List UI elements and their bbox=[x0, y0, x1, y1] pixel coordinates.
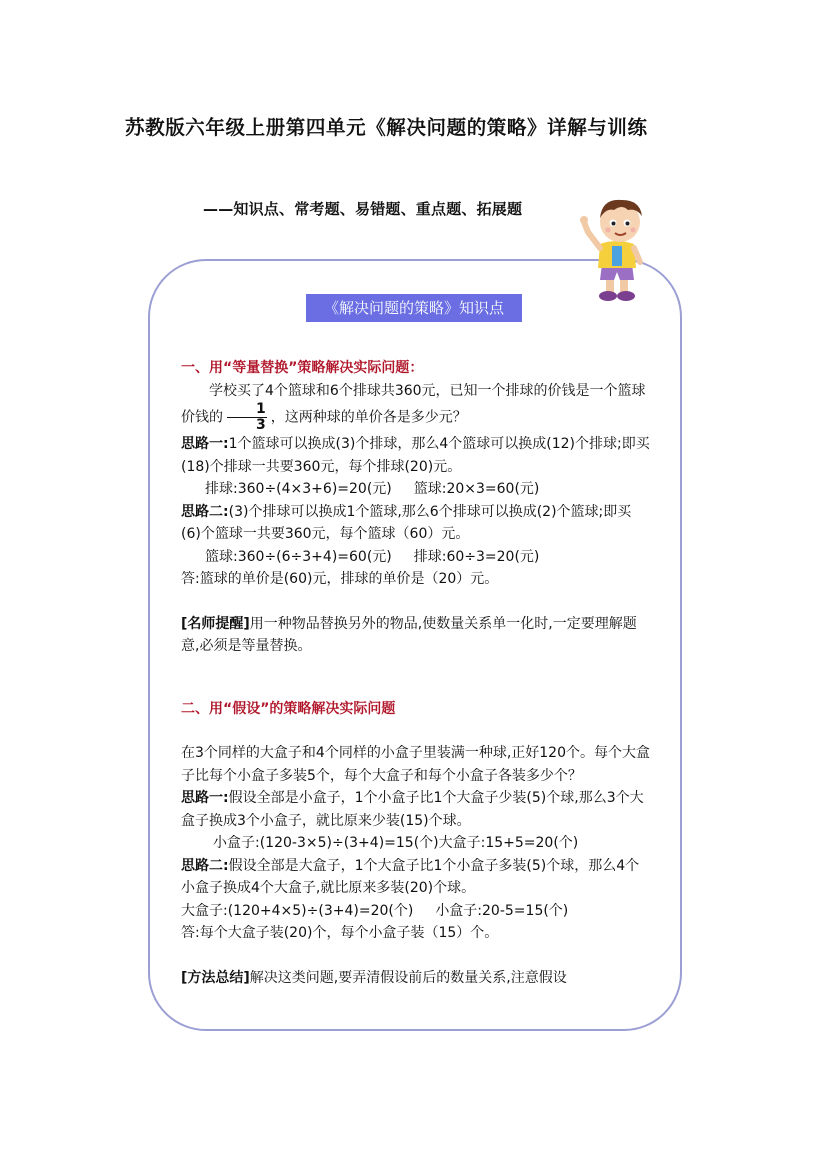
section1-question-part2: ，这两种球的单价各是多少元？ bbox=[270, 409, 467, 426]
box-title: 《解决问题的策略》知识点 bbox=[306, 294, 522, 322]
section1-idea1-text: 1个篮球可以换成(3)个排球，那么4个篮球可以换成(12)个排球;即买(18)个排球一共要360元，每个排球(20)元。 bbox=[181, 436, 650, 475]
section2-idea2-calc bbox=[181, 900, 651, 923]
section1-idea1-calc-a: 排球:360÷(4×3+6)=20(元) bbox=[205, 481, 392, 497]
document-subtitle: ——知识点、常考题、易错题、重点题、拓展题 bbox=[203, 200, 523, 218]
section1-question bbox=[181, 380, 651, 434]
section2-question: 在3个同样的大盒子和4个同样的小盒子里装满一种球,正好120个。每个大盒子比每个小盒子多装5个，每个大盒子和每个小盒子各装多少个？ bbox=[181, 745, 650, 784]
section1-idea2-text: (3)个排球可以换成1个篮球,那么6个排球可以换成(2)个篮球;即买(6)个篮球一共要360元，每个篮球（60）元。 bbox=[181, 503, 632, 542]
section2-summary bbox=[181, 967, 651, 990]
section1-idea1-calc bbox=[181, 478, 651, 501]
frame-content bbox=[181, 357, 651, 989]
section1-answer: 答:篮球的单价是(60)元，排球的单价是（20）元。 bbox=[181, 571, 499, 587]
section1-idea2 bbox=[181, 501, 651, 546]
section2-idea1-calc: 小盒子:(120-3×5)÷(3+4)=15(个)大盒子:15+5=20(个) bbox=[213, 835, 579, 851]
section2-idea2-calc-b: 小盒子:20-5=15(个) bbox=[435, 902, 569, 919]
section2-summary-label: [方法总结] bbox=[181, 969, 250, 986]
section1-tip-label: [名师提醒] bbox=[181, 615, 250, 632]
section1-idea2-calc-b: 排球:60÷3=20(元) bbox=[413, 548, 540, 565]
section1-tip-text: 用一种物品替换另外的物品,使数量关系单一化时,一定要理解题意,必须是等量替换。 bbox=[181, 615, 637, 654]
section1-idea1-label: 思路一: bbox=[181, 436, 229, 452]
section2-idea1-text: 假设全部是小盒子，1个小盒子比1个大盒子少装(5)个球,那么3个大盒子换成3个小盒子，就比原来少装(15)个球。 bbox=[181, 790, 644, 829]
document-title: 苏教版六年级上册第四单元《解决问题的策略》详解与训练 bbox=[125, 116, 648, 139]
section1-idea1 bbox=[181, 433, 651, 478]
section1-question-part1: 学校买了4个篮球和6个排球共360元，已知一个排球的价钱是一个篮球价钱的 bbox=[181, 382, 646, 426]
section2-idea2 bbox=[181, 855, 651, 900]
section1-idea2-label: 思路二: bbox=[181, 503, 229, 520]
section1-idea1-calc-b: 篮球:20×3=60(元) bbox=[413, 481, 540, 497]
section1-tip bbox=[181, 613, 651, 658]
knowledge-frame bbox=[148, 259, 682, 1031]
fraction-numerator: 1 bbox=[227, 402, 267, 418]
section2-summary-text: 解决这类问题,要弄清假设前后的数量关系,注意假设 bbox=[249, 969, 567, 986]
fraction-denominator: 3 bbox=[256, 417, 266, 433]
fraction-one-third bbox=[227, 402, 267, 433]
cartoon-boy-mascot-icon bbox=[576, 192, 656, 304]
section1-idea2-calc bbox=[181, 546, 651, 569]
section2-idea1-label: 思路一: bbox=[181, 790, 229, 806]
section2-answer: 答:每个大盒子装(20)个，每个小盒子装（15）个。 bbox=[181, 925, 499, 941]
section2-heading: 二、用“假设”的策略解决实际问题 bbox=[181, 700, 396, 717]
section2-idea2-calc-a: 大盒子:(120+4×5)÷(3+4)=20(个) bbox=[181, 902, 414, 919]
section1-heading: 一、用“等量替换”策略解决实际问题： bbox=[181, 360, 424, 376]
section1-idea2-calc-a: 篮球:360÷(6÷3+4)=60(元) bbox=[205, 548, 392, 565]
section2-idea1 bbox=[181, 787, 651, 832]
section2-idea2-text: 假设全部是大盒子，1个大盒子比1个小盒子多装(5)个球，那么4个小盒子换成4个大盒子,就比原来多装(20)个球。 bbox=[181, 857, 640, 896]
section2-idea2-label: 思路二: bbox=[181, 857, 229, 874]
